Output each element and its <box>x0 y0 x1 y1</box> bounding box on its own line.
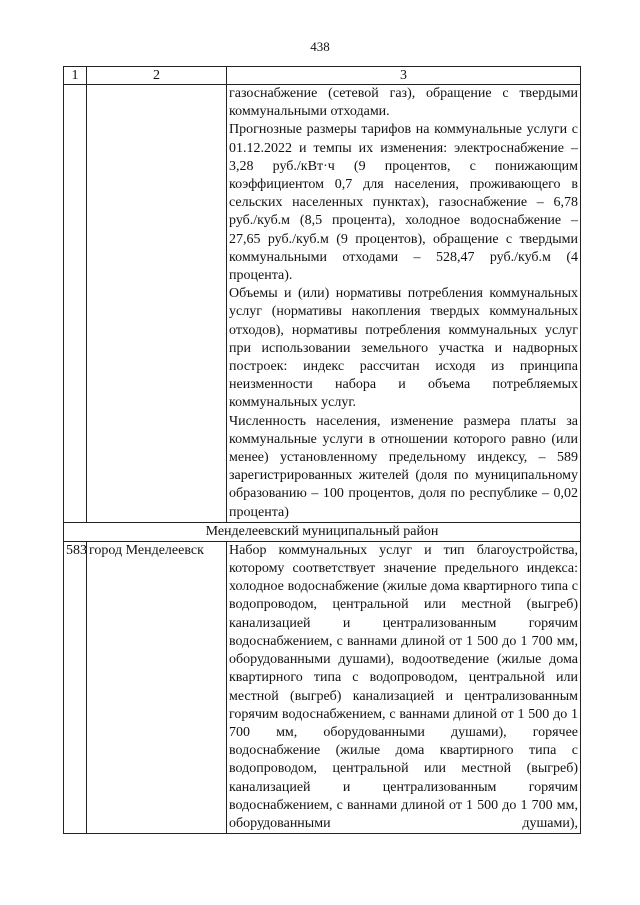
continuation-name <box>87 85 227 523</box>
continuation-text <box>227 85 581 523</box>
continuation-number <box>64 85 87 523</box>
tariff-table <box>63 66 581 834</box>
table-header-row <box>64 67 581 85</box>
entry-text: Набор коммунальных услуг и тип благоустройства, которому соответствует значение предельного индекса: холодное водоснабжение (жилые дома квартирного типа с водопроводом, центральной или местной (выгреб) канализацией и централизованным горячим водоснабжением, с ваннами длиной от 1 500 до 1 700 мм, оборудованными душами), водоотведение (жилые дома квартирного типа с водопроводом, центральной или местной (выгреб) канализацией и централизованным горячим водоснабжением, с ваннами длиной от 1 500 до 1 700 мм, оборудованными душами), горячее водоснабжение (жилые дома квартирного типа с водопроводом, центральной или местной (выгреб) канализацией и централизованным горячим водоснабжением, с ваннами длиной от 1 500 до 1 700 мм, оборудованными душами), <box>229 542 578 831</box>
paragraph-volumes: Объемы и (или) нормативы потребления коммунальных услуг (нормативы накопления твердых коммунальных отходов), нормативы потребления коммунальных услуг при использовании земельного участка и надворных построек: индекс рассчитан исходя из принципа неизменности набора и объема потребляемых коммунальных услуг. <box>229 286 578 411</box>
page-number: 438 <box>310 39 330 54</box>
header-col-1: 1 <box>64 67 87 85</box>
paragraph-utilities: газоснабжение (сетевой газ), обращение с твердыми коммунальными отходами. <box>229 86 578 120</box>
continuation-row <box>64 85 581 523</box>
table-row <box>64 541 581 833</box>
entry-text-cell <box>227 541 581 833</box>
district-name: Менделеевский муниципальный район <box>64 522 581 541</box>
paragraph-population: Численность населения, изменение размера платы за коммунальные услуги в отношении которого равно (или менее) установленному предельному индексу, – 589 зарегистрированных жителей (доля по муниципальному образованию – 100 процентов, доля по республике – 0,02 процента) <box>229 413 578 520</box>
header-col-3: 3 <box>227 67 581 85</box>
entry-name: город Менделеевск <box>87 541 227 833</box>
paragraph-tariffs: Прогнозные размеры тарифов на коммунальные услуги с 01.12.2022 и темпы их изменения: электроснабжение – 3,28 руб./кВт·ч (9 процентов, с понижающим коэффициентом 0,7 для населения, проживающего в сельских населенных пунктах), газоснабжение – 6,78 руб./куб.м (8,5 процента), холодное водоснабжение – 27,65 руб./куб.м (9 процентов), обращение с твердыми коммунальными отходами – 528,47 руб./куб.м (4 процента). <box>229 122 578 284</box>
header-col-2: 2 <box>87 67 227 85</box>
entry-number: 583 <box>64 541 87 833</box>
district-row <box>64 522 581 541</box>
